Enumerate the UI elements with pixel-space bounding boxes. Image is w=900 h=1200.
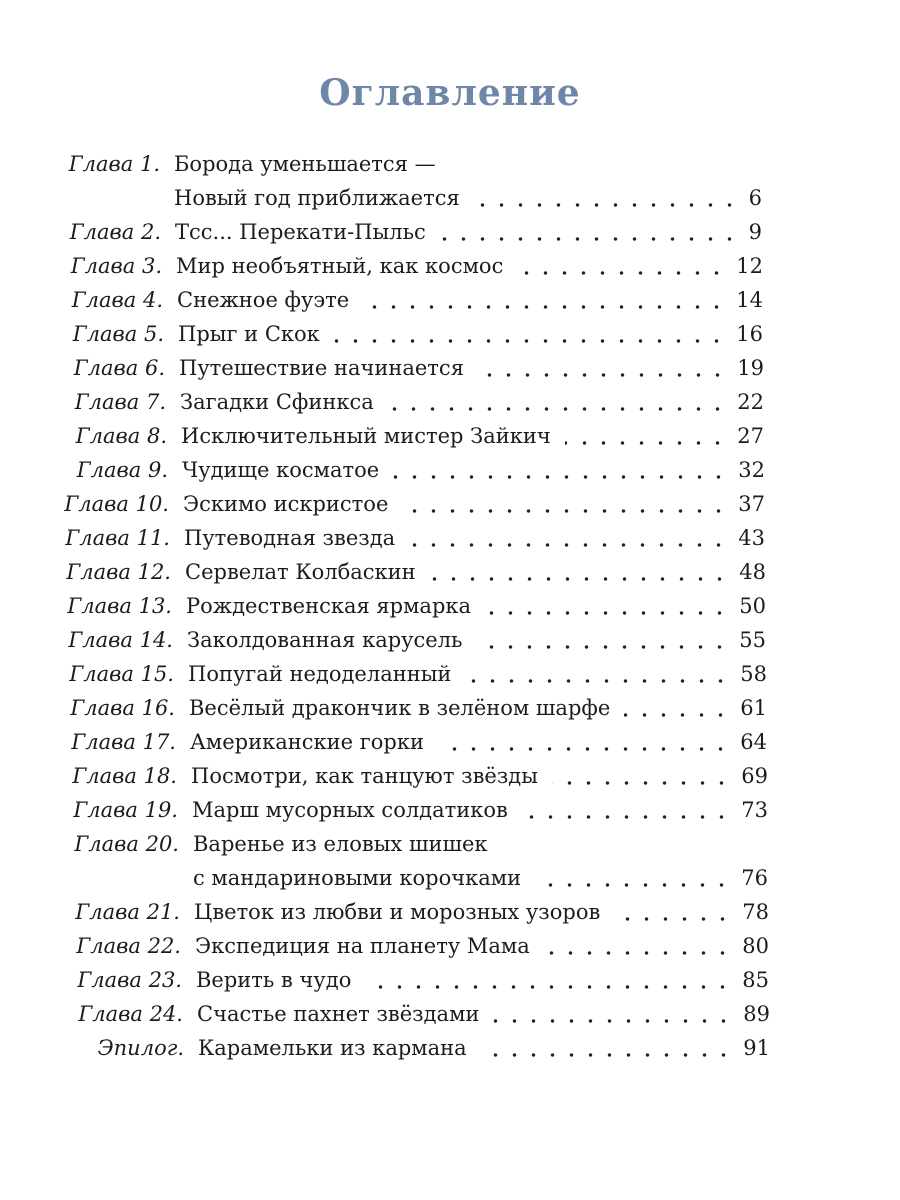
toc-line: [0, 551, 900, 585]
dot-leader: [522, 815, 731, 819]
toc-line: [0, 517, 900, 551]
toc-line: [0, 211, 900, 245]
dot-leader: [485, 611, 729, 615]
toc-entry: [0, 245, 900, 279]
chapter-title: Попугай недоделанный: [188, 662, 452, 686]
toc-line: [0, 347, 900, 381]
toc-line: [0, 279, 900, 313]
chapter-label: Глава 24.: [78, 1002, 183, 1026]
chapter-title: Мир необъятный, как космос: [176, 254, 504, 278]
page-number: 85: [742, 968, 769, 992]
chapter-title: Счастье пахнет звёздами: [197, 1002, 480, 1026]
dot-leader: [474, 203, 739, 207]
toc-line: [0, 177, 900, 211]
chapter-title: Посмотри, как танцуют звёзды: [191, 764, 538, 788]
toc-entry: [0, 1027, 900, 1061]
dot-leader: [552, 781, 731, 785]
toc-entry: [0, 381, 900, 415]
dot-leader: [334, 339, 726, 343]
toc-entry: [0, 755, 900, 789]
page-number: 76: [741, 866, 768, 890]
chapter-title: Цветок из любви и морозных узоров: [194, 900, 601, 924]
toc-entry: [0, 551, 900, 585]
toc-line: [0, 245, 900, 279]
chapter-title: Борода уменьшается —: [174, 152, 436, 176]
dot-leader: [624, 713, 730, 717]
page-number: 73: [741, 798, 768, 822]
page-number: 43: [738, 526, 765, 550]
chapter-label: Эпилог.: [97, 1036, 184, 1060]
chapter-label: Глава 9.: [76, 458, 168, 482]
dot-leader: [365, 985, 732, 989]
page-number: 22: [737, 390, 764, 414]
chapter-title: Путешествие начинается: [179, 356, 464, 380]
dot-leader: [614, 917, 732, 921]
chapter-title: Марш мусорных солдатиков: [192, 798, 508, 822]
toc-entry: [0, 959, 900, 993]
chapter-title: Варенье из еловых шишек: [193, 832, 488, 856]
chapter-title: Рождественская ярмарка: [186, 594, 472, 618]
toc-line: [0, 789, 900, 823]
dot-leader: [544, 951, 732, 955]
chapter-label: Глава 19.: [73, 798, 178, 822]
chapter-label: Глава 21.: [75, 900, 180, 924]
dot-leader: [565, 441, 727, 445]
toc-line: [0, 381, 900, 415]
page-number: 16: [736, 322, 763, 346]
chapter-title: Исключительный мистер Зайкич: [181, 424, 551, 448]
toc-entry: [0, 653, 900, 687]
dot-leader: [402, 509, 728, 513]
dot-leader: [481, 1053, 733, 1057]
page-number: 37: [738, 492, 765, 516]
page-number: 12: [736, 254, 763, 278]
toc-entry: [0, 925, 900, 959]
dot-leader: [388, 407, 727, 411]
toc-line: [0, 857, 900, 891]
chapter-label: Глава 14.: [68, 628, 173, 652]
chapter-title: Эскимо искристое: [183, 492, 389, 516]
chapter-title: Путеводная звезда: [184, 526, 396, 550]
page-number: 6: [748, 186, 762, 210]
toc-entry: [0, 347, 900, 381]
dot-leader: [430, 577, 729, 581]
toc-entry: [0, 415, 900, 449]
dot-leader: [409, 543, 728, 547]
chapter-label: Глава 18.: [72, 764, 177, 788]
dot-leader: [535, 883, 731, 887]
chapter-label: Глава 16.: [70, 696, 175, 720]
toc-line: [0, 483, 900, 517]
toc-entry: [0, 993, 900, 1027]
toc-entry: [0, 449, 900, 483]
chapter-label: Глава 17.: [71, 730, 176, 754]
toc-line: [0, 721, 900, 755]
chapter-title: Экспедиция на планету Мама: [195, 934, 530, 958]
page-number: 50: [739, 594, 766, 618]
toc-entry: [0, 721, 900, 755]
page-number: 89: [743, 1002, 770, 1026]
page-number: 27: [737, 424, 764, 448]
chapter-title: Тсс... Перекати-Пыльс: [175, 220, 426, 244]
page-title: Оглавление: [319, 72, 581, 114]
toc-line: [0, 585, 900, 619]
toc-entry: [0, 313, 900, 347]
page-number: 48: [739, 560, 766, 584]
chapter-label: Глава 7.: [74, 390, 166, 414]
toc-line: [0, 1027, 900, 1061]
toc-line: [0, 959, 900, 993]
toc-entry: [0, 517, 900, 551]
chapter-label: Глава 3.: [70, 254, 162, 278]
toc-line: [0, 449, 900, 483]
toc-line: [0, 143, 900, 177]
toc-line: [0, 823, 900, 857]
chapter-title: Снежное фуэте: [177, 288, 350, 312]
chapter-title: Верить в чудо: [196, 968, 352, 992]
chapter-label: Глава 10.: [64, 492, 169, 516]
page-number: 80: [742, 934, 769, 958]
chapter-title: Заколдованная карусель: [187, 628, 463, 652]
table-of-contents: [0, 143, 900, 1061]
chapter-title: Карамельки из кармана: [198, 1036, 467, 1060]
chapter-label: Глава 23.: [77, 968, 182, 992]
toc-line: [0, 415, 900, 449]
toc-line: [0, 993, 900, 1027]
toc-entry: [0, 483, 900, 517]
chapter-title: Сервелат Колбаскин: [185, 560, 416, 584]
chapter-label: Глава 22.: [76, 934, 181, 958]
toc-entry: [0, 619, 900, 653]
page-number: 14: [736, 288, 763, 312]
chapter-title: Чудище косматое: [182, 458, 380, 482]
toc-line: [0, 313, 900, 347]
toc-entry: [0, 891, 900, 925]
toc-entry: [0, 585, 900, 619]
chapter-title: Прыг и Скок: [178, 322, 320, 346]
page-number: 9: [748, 220, 762, 244]
chapter-label: Глава 4.: [71, 288, 163, 312]
toc-entry: [0, 789, 900, 823]
page-number: 64: [740, 730, 767, 754]
toc-line: [0, 687, 900, 721]
page-number: 19: [737, 356, 764, 380]
page-number: 32: [738, 458, 765, 482]
toc-entry: [0, 143, 900, 211]
dot-leader: [393, 475, 728, 479]
dot-leader: [440, 237, 739, 241]
chapter-title: Загадки Сфинкса: [180, 390, 374, 414]
chapter-label: Глава 13.: [67, 594, 172, 618]
toc-line: [0, 619, 900, 653]
dot-leader: [478, 373, 727, 377]
chapter-label: Глава 1.: [68, 152, 160, 176]
dot-leader: [476, 645, 729, 649]
dot-leader: [363, 305, 726, 309]
dot-leader: [465, 679, 730, 683]
chapter-label: Глава 20.: [74, 832, 179, 856]
chapter-title: Американские горки: [190, 730, 424, 754]
toc-entry: [0, 823, 900, 891]
page-number: 78: [742, 900, 769, 924]
chapter-label: Глава 11.: [65, 526, 170, 550]
toc-entry: [0, 279, 900, 313]
toc-line: [0, 755, 900, 789]
toc-entry: [0, 687, 900, 721]
chapter-label: Глава 5.: [72, 322, 164, 346]
chapter-label: Глава 15.: [69, 662, 174, 686]
page-number: 91: [743, 1036, 770, 1060]
dot-leader: [517, 271, 726, 275]
chapter-label: Глава 6.: [73, 356, 165, 380]
chapter-title: с мандариновыми корочками: [193, 866, 522, 890]
dot-leader: [438, 747, 730, 751]
page-number: 61: [740, 696, 767, 720]
chapter-label: Глава 12.: [66, 560, 171, 584]
toc-line: [0, 891, 900, 925]
toc-entry: [0, 211, 900, 245]
chapter-label: Глава 8.: [75, 424, 167, 448]
page-number: 69: [741, 764, 768, 788]
chapter-title: Весёлый дракончик в зелёном шарфе: [189, 696, 611, 720]
chapter-title: Новый год приближается: [174, 186, 460, 210]
page-number: 58: [740, 662, 767, 686]
toc-line: [0, 925, 900, 959]
dot-leader: [493, 1019, 733, 1023]
toc-line: [0, 653, 900, 687]
chapter-label: Глава 2.: [69, 220, 161, 244]
page-number: 55: [739, 628, 766, 652]
